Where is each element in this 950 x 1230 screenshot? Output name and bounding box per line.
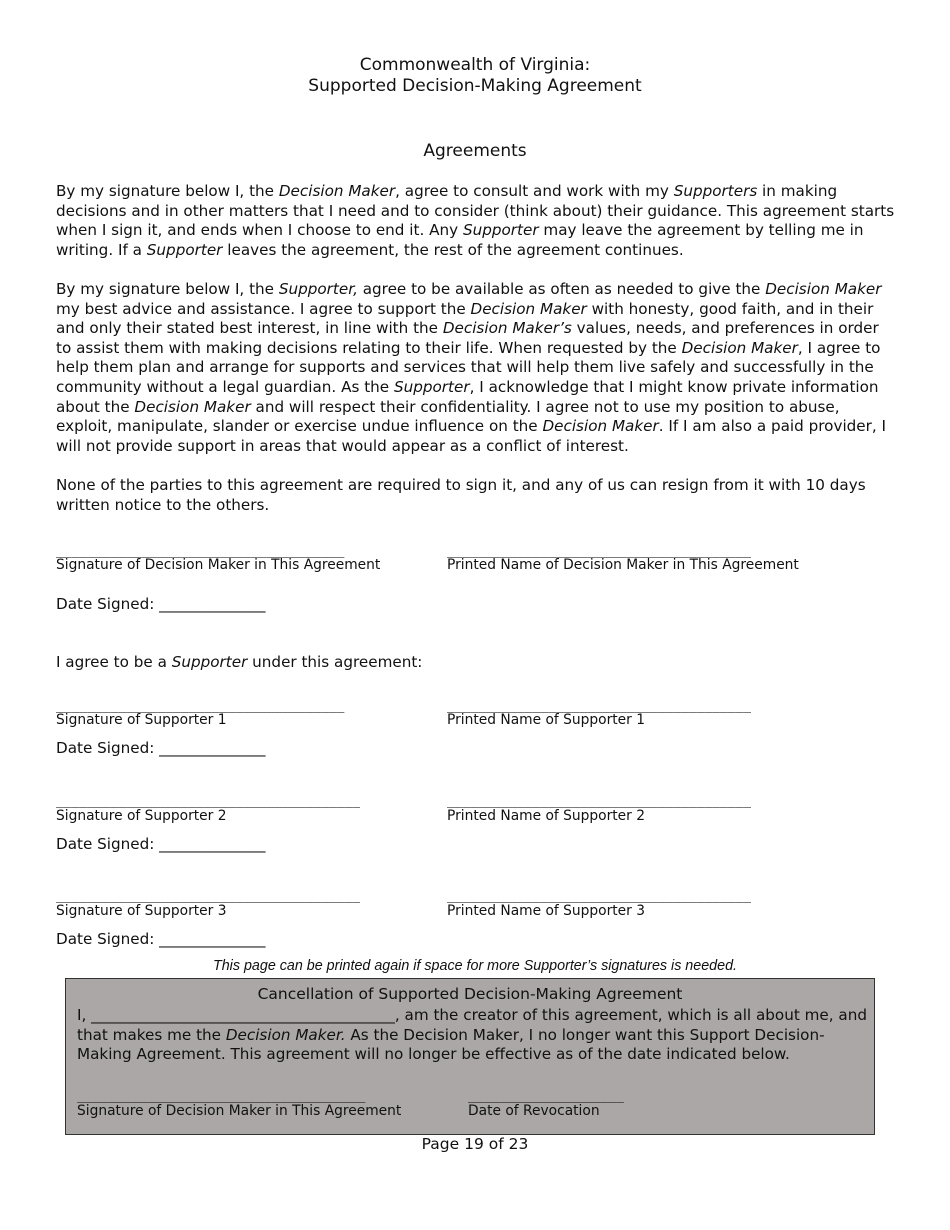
supporter-paragraph: By my signature below I, the Supporter, agree to be available as often as needed to give the Decision Maker my best advice and assistance. I agree to support the Decision Maker with honesty, good faith, and in their and only their stated best interest, in line with the Decision Maker’s values, needs, and preferences in order to assist them with making decisions relating to their life. When requested by the Decision Maker, I agree to help them plan and arrange for supports and services that will help them live safely and successfully in the community without a legal guardian. As the Supporter, I acknowledge that I might know private information about the Decision Maker and will respect their confidentiality. I agree not to use my position to abuse, exploit, manipulate, slander or exercise undue influence on the Decision Maker. If I am also a paid provider, I will not provide support in areas that would appear as a conflict of interest. (56, 280, 887, 455)
cancellation-box (65, 978, 875, 1135)
supporter-2-printed-name-line[interactable]: _______________________________________ (447, 792, 752, 808)
supporter-3-printed-name-label: Printed Name of Supporter 3 (447, 903, 646, 919)
supporter-intro: I agree to be a Supporter under this agreement: (56, 653, 423, 671)
section-title: Agreements (423, 141, 527, 161)
supporter-3-printed-name-line[interactable]: _______________________________________ (447, 887, 752, 903)
decision-maker-printed-name-label: Printed Name of Decision Maker in This Agreement (447, 557, 799, 573)
supporter-2-signature-label: Signature of Supporter 2 (56, 808, 227, 824)
supporter-2-signature-line[interactable]: _______________________________________ (56, 792, 361, 808)
decision-maker-paragraph: By my signature below I, the Decision Maker, agree to consult and work with my Supporters in making decisions and in other matters that I need and to consider (think about) their guidance. This agreement starts when I sign it, and ends when I choose to end it. Any Supporter may leave the agreement by telling me in writing. If a Supporter leaves the agreement, the rest of the agreement continues. (56, 182, 895, 259)
page-number: Page 19 of 23 (421, 1135, 529, 1153)
decision-maker-date-signed[interactable]: Date Signed: ______________ (56, 595, 266, 613)
document-header (0, 55, 950, 97)
revocation-date-label: Date of Revocation (468, 1103, 600, 1119)
decision-maker-signature-line[interactable]: _____________________________________ (56, 542, 345, 558)
cancellation-text: I, ________________________________________, am the creator of this agreement, which is all about me, and that makes me the Decision Maker. As the Decision Maker, I no longer want this Support Decision-Making Agreement. This agreement will no longer be effective as of the date indicated below. (77, 1006, 867, 1064)
header-line-2: Supported Decision-Making Agreement (308, 76, 642, 96)
supporter-1-printed-name-label: Printed Name of Supporter 1 (447, 712, 646, 728)
decision-maker-signature-label: Signature of Decision Maker in This Agreement (56, 557, 381, 573)
revocation-date-line[interactable]: ____________________ (468, 1087, 624, 1103)
reprint-note: This page can be printed again if space for more Supporter’s signatures is needed. (212, 958, 737, 974)
decision-maker-printed-name-line[interactable]: _______________________________________ (447, 542, 752, 558)
cancellation-title: Cancellation of Supported Decision-Making Agreement (257, 985, 683, 1003)
supporter-1-signature-line[interactable]: _____________________________________ (56, 697, 345, 713)
supporter-2-date-signed[interactable]: Date Signed: ______________ (56, 835, 266, 853)
supporter-3-date-signed[interactable]: Date Signed: ______________ (56, 930, 266, 948)
resignation-paragraph: None of the parties to this agreement are required to sign it, and any of us can resign from it with 10 days written notice to the others. (56, 476, 866, 514)
supporter-1-date-signed[interactable]: Date Signed: ______________ (56, 739, 266, 757)
cancellation-signature-line[interactable]: _____________________________________ (77, 1087, 366, 1103)
supporter-3-signature-label: Signature of Supporter 3 (56, 903, 227, 919)
supporter-2-printed-name-label: Printed Name of Supporter 2 (447, 808, 646, 824)
cancellation-signature-label: Signature of Decision Maker in This Agreement (77, 1103, 402, 1119)
supporter-1-signature-label: Signature of Supporter 1 (56, 712, 227, 728)
supporter-3-signature-line[interactable]: _______________________________________ (56, 887, 361, 903)
header-line-1: Commonwealth of Virginia: (359, 55, 591, 75)
supporter-1-printed-name-line[interactable]: _______________________________________ (447, 697, 752, 713)
